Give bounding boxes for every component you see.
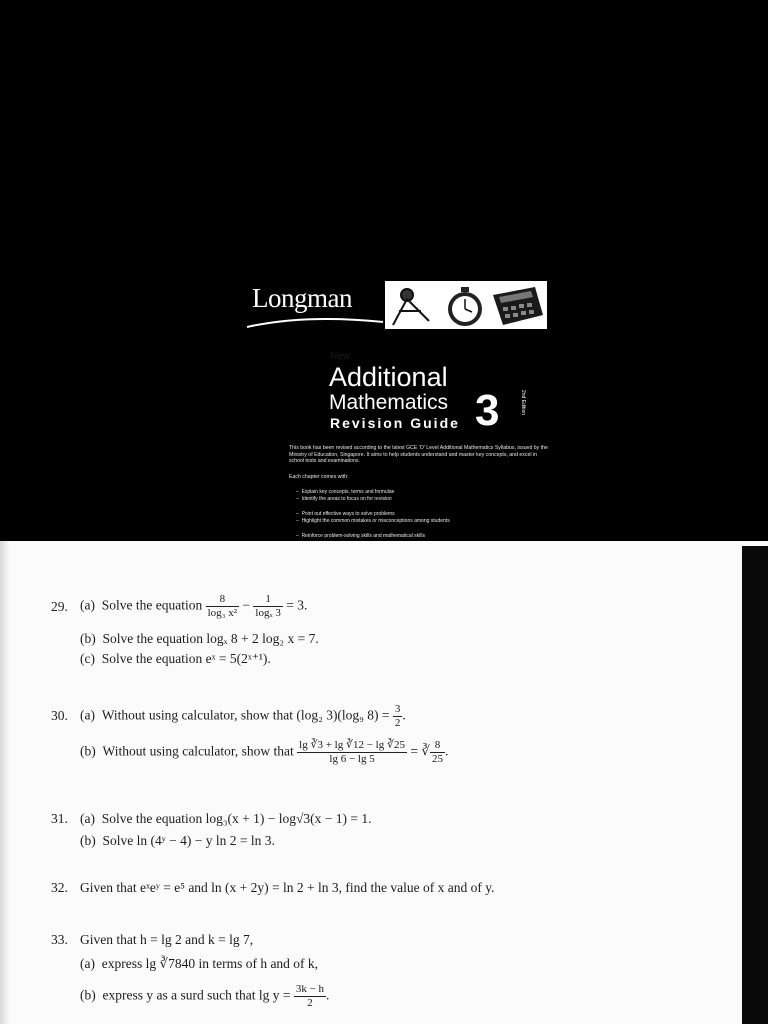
cover-bullet: – Explain key concepts, terms and formulae xyxy=(296,489,395,495)
series-mark: New xyxy=(330,351,351,362)
cover-title: Additional xyxy=(329,362,448,392)
cover-bullet: – Highlight the common mistakes or misconceptions among students xyxy=(296,518,450,524)
page-edge xyxy=(742,546,768,1024)
fraction: $\frac{3}{2}$ xyxy=(394,703,401,729)
publisher-logo: Longman xyxy=(252,283,352,313)
cover-bullet: – Reinforce problem-solving skills and mathematical skills xyxy=(296,533,425,539)
worksheet-scan xyxy=(0,541,768,1024)
cover-bullet: – Identify the areas to focus on for revision xyxy=(296,496,392,502)
chapter-intro: Each chapter comes with: xyxy=(289,474,349,480)
cover-illustration xyxy=(385,281,547,329)
question-31b: (b) Solve ln (4ʸ − 4) − y ln 2 = ln 3. xyxy=(80,833,275,848)
question-29c: (c) Solve the equation eˣ = 5(2ˣ⁺¹). xyxy=(80,651,271,666)
question-33a: (a) express lg ∛7840 in terms of h and of k, xyxy=(80,956,319,971)
question-number: 33. xyxy=(51,932,68,947)
cover-bullet: – Point out effective ways to solve problems xyxy=(296,511,395,517)
question-29b: (b) Solve the equation logₓ 8 + 2 log₂ x = 7. xyxy=(80,631,319,646)
fraction: $\frac{\lg ∛3 + \lg ∛12 - \lg ∛25}{\lg 6 - \lg 5}$ xyxy=(299,739,405,765)
calculator-icon xyxy=(493,287,543,325)
fraction: $\frac{8}{25}$ xyxy=(431,739,443,765)
question-31a: (a) Solve the equation log₃(x + 1) − log√3(x − 1) = 1. xyxy=(80,811,372,826)
question-33b: (b) express y as a surd such that lg y = $\frac{3k - h}{2}$ . xyxy=(80,983,330,1009)
question-32: Given that eˣeʸ = e⁵ and ln (x + 2y) = ln 2 + ln 3, find the value of x and of y. xyxy=(80,880,495,895)
fraction: $\frac{3k - h}{2}$ xyxy=(295,983,325,1009)
swoosh-icon xyxy=(245,312,385,330)
compass-icon xyxy=(393,289,429,325)
question-30b: (b) Without using calculator, show that $\frac{\lg ∛3 + \lg ∛12 - \lg ∛25}{\lg 6 - \lg 5}$ = ∛ $\frac{8}{25}$ . xyxy=(80,739,449,765)
fraction: $\frac{1}{\text{logₓ 3}}$ xyxy=(255,593,281,619)
question-33-stem: Given that h = lg 2 and k = lg 7, xyxy=(80,932,254,947)
page-shadow xyxy=(0,541,10,1024)
question-number: 31. xyxy=(51,811,68,826)
fraction: $\frac{8}{\text{log₃ x²}}$ xyxy=(207,593,238,619)
question-number: 30. xyxy=(51,708,68,723)
question-30a: (a) Without using calculator, show that (log₂ 3)(log₉ 8) = $\frac{3}{2}$ . xyxy=(80,703,406,729)
question-29a: (a) Solve the equation $\frac{8}{\text{log₃ x²}}$ − $\frac{1}{\text{logₓ 3}}$ = 3. xyxy=(80,593,308,619)
cover-blurb: This book has been revised according to the latest GCE 'O' Level Additional Mathematics Syllabus, issued by the Ministry of Education, Singapore. It aims to help students understand and master key concepts, and excel in school tests and examinations. xyxy=(289,445,548,465)
volume-number: 3 xyxy=(475,386,500,435)
cover-guide-label: Revision Guide xyxy=(330,415,460,431)
question-number: 32. xyxy=(51,880,68,895)
question-number: 29. xyxy=(51,599,68,614)
edition-label: 2nd Edition xyxy=(520,390,526,416)
stopwatch-icon xyxy=(448,287,482,326)
cover-subtitle: Mathematics xyxy=(329,391,449,414)
